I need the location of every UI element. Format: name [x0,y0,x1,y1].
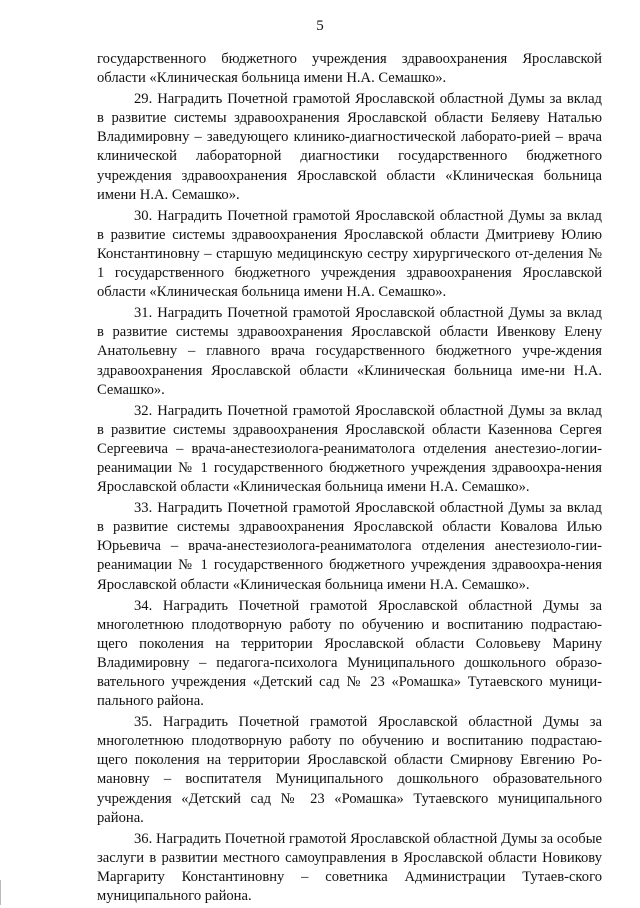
paragraph-item-36: 36. Наградить Почетной грамотой Ярославской областной Думы за особые заслуги в развитии местного самоуправления в Ярославской области Новикову Маргариту Константиновну – советника Администрации Тутаев-ского муниципального района. [97,830,602,905]
paragraph-item-34: 34. Наградить Почетной грамотой Ярославской областной Думы за многолетнюю плодотворную работу по обучению и воспитанию подрастаю-щего поколения на территории Ярославской области Соловьеву Марину Владимировну – педагога-психолога Муниципального дошкольного образо-вательного учреждения «Детский сад № 23 «Ромашка» Тутаевского муници-пального района. [97,597,602,710]
scan-edge-divider [0,880,1,905]
paragraph-item-32: 32. Наградить Почетной грамотой Ярославской областной Думы за вклад в развитие системы здравоохранения Ярославской области Казеннова Сергея Сергеевича – врача-анестезиолога-реаниматолога отделения анестезио-логии-реанимации № 1 государственного бюджетного учреждения здравоохра-нения Ярославской области «Клиническая больница имени Н.А. Семашко». [97,402,602,496]
page-number: 5 [316,18,324,34]
paragraph-item-30: 30. Наградить Почетной грамотой Ярославской областной Думы за вклад в развитие системы здравоохранения Ярославской области Дмитриеву Юлию Константиновну – старшую медицинскую сестру хирургического от-деления № 1 государственного бюджетного учреждения здравоохранения Ярославской области «Клиническая больница имени Н.А. Семашко». [97,207,602,301]
paragraph-item-29: 29. Наградить Почетной грамотой Ярославской областной Думы за вклад в развитие системы здравоохранения Ярославской области Беляеву Наталью Владимировну – заведующего клинико-диагностической лаборато-рией – врача клинической лабораторной диагностики государственного бюджетного учреждения здравоохранения Ярославской области «Клиническая больница имени Н.А. Семашко». [97,91,602,203]
paragraph-continuation: государственного бюджетного учреждения здравоохранения Ярославской области «Клиническая больница имени Н.А. Семашко». [97,51,602,87]
document-body [97,50,602,908]
paragraph-item-33: 33. Наградить Почетной грамотой Ярославской областной Думы за вклад в развитие системы здравоохранения Ярославской области Ковалова Илью Юрьевича – врача-анестезиолога-реаниматолога отделения анестезиоло-гии-реанимации № 1 государственного бюджетного учреждения здравоохра-нения Ярославской области «Клиническая больница имени Н.А. Семашко». [97,500,602,593]
paragraph-item-35: 35. Наградить Почетной грамотой Ярославской областной Думы за многолетнюю плодотворную работу по обучению и воспитанию подрастаю-щего поколения на территории Ярославской области Смирнову Евгению Ро-мановну – воспитателя Муниципального дошкольного образовательного учреждения «Детский сад № 23 «Ромашка» Тутаевского муниципального района. [97,714,602,826]
paragraph-item-31: 31. Наградить Почетной грамотой Ярославской областной Думы за вклад в развитие системы здравоохранения Ярославской области Ивенкову Елену Анатольевну – главного врача государственного бюджетного учре-ждения здравоохранения Ярославской области «Клиническая больница име-ни Н.А. Семашко». [97,305,602,398]
